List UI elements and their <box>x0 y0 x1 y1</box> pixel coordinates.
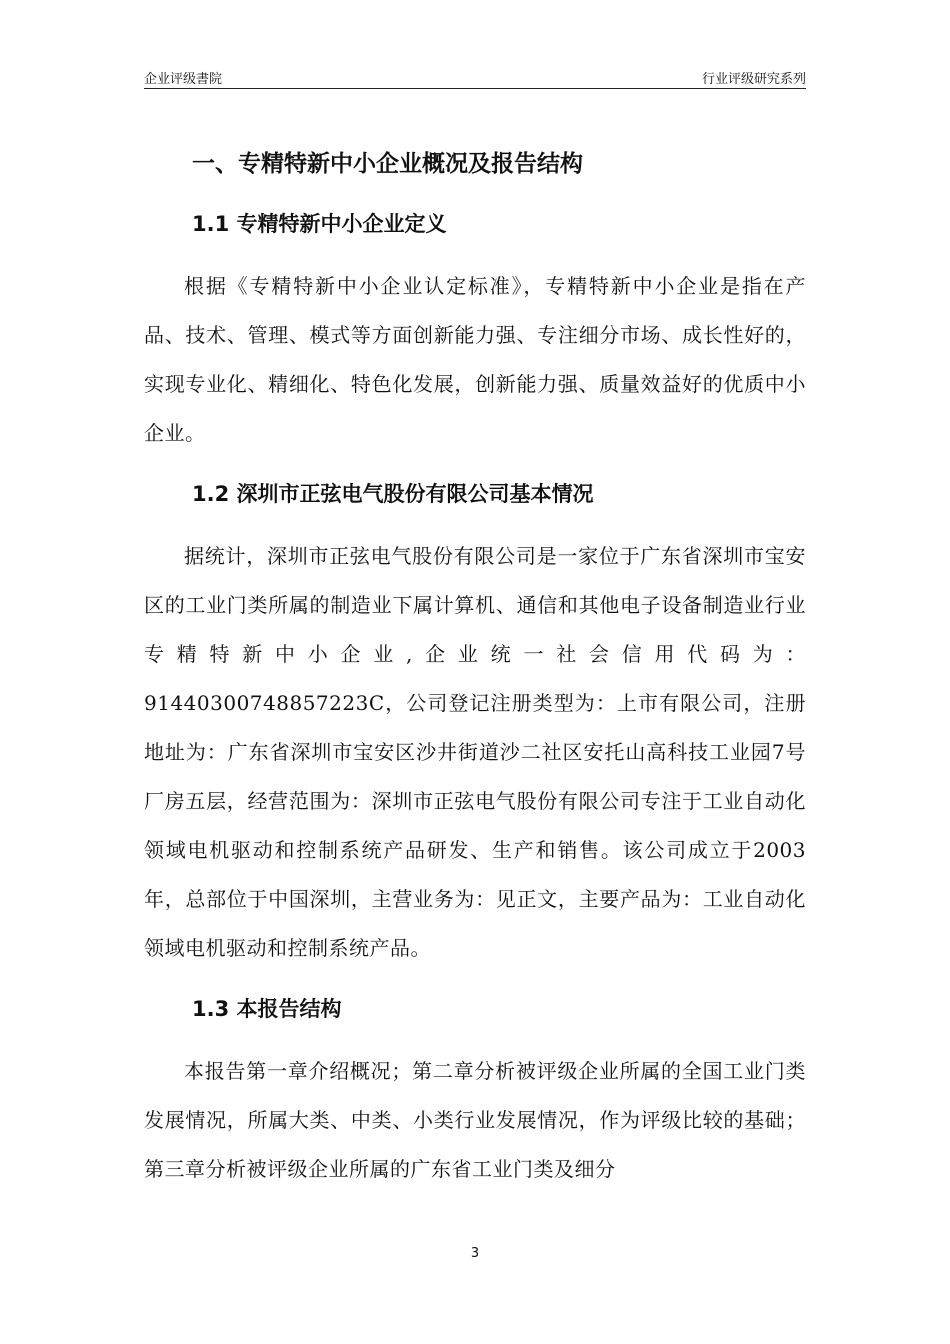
page-content <box>144 140 806 1194</box>
page-header <box>144 64 806 89</box>
header-publisher: 企业评级書院 <box>144 72 223 87</box>
subsection-title-1-2: 1.2 深圳市正弦电气股份有限公司基本情况 <box>192 482 594 506</box>
paragraph-definition: 根据《专精特新中小企业认定标准》，专精特新中小企业是指在产品、技术、管理、模式等方面创新能力强、专注细分市场、成长性好的，实现专业化、精细化、特色化发展，创新能力强、质量效益好的优质中小企业。 <box>144 274 806 445</box>
subsection-title-1-3: 1.3 本报告结构 <box>192 997 342 1021</box>
page-number: 3 <box>470 1246 480 1261</box>
section-title: 一、专精特新中小企业概况及报告结构 <box>192 151 583 177</box>
paragraph-report-structure: 本报告第一章介绍概况；第二章分析被评级企业所属的全国工业门类发展情况，所属大类、中类、小类行业发展情况，作为评级比较的基础；第三章分析被评级企业所属的广东省工业门类及细分 <box>144 1059 806 1181</box>
paragraph-company-info: 据统计，深圳市正弦电气股份有限公司是一家位于广东省深圳市宝安区的工业门类所属的制造业下属计算机、通信和其他电子设备制造业行业专精特新中小企业,企业统一社会信用代码为：91440300748857223C，公司登记注册类型为：上市有限公司，注册地址为：广东省深圳市宝安区沙井街道沙二社区安托山高科技工业园7号厂房五层，经营范围为：深圳市正弦电气股份有限公司专注于工业自动化领域电机驱动和控制系统产品研发、生产和销售。该公司成立于2003年，总部位于中国深圳，主营业务为：见正文，主要产品为：工业自动化领域电机驱动和控制系统产品。 <box>144 544 806 960</box>
subsection-title-1-1: 1.1 专精特新中小企业定义 <box>192 212 447 236</box>
header-series: 行业评级研究系列 <box>701 72 806 87</box>
